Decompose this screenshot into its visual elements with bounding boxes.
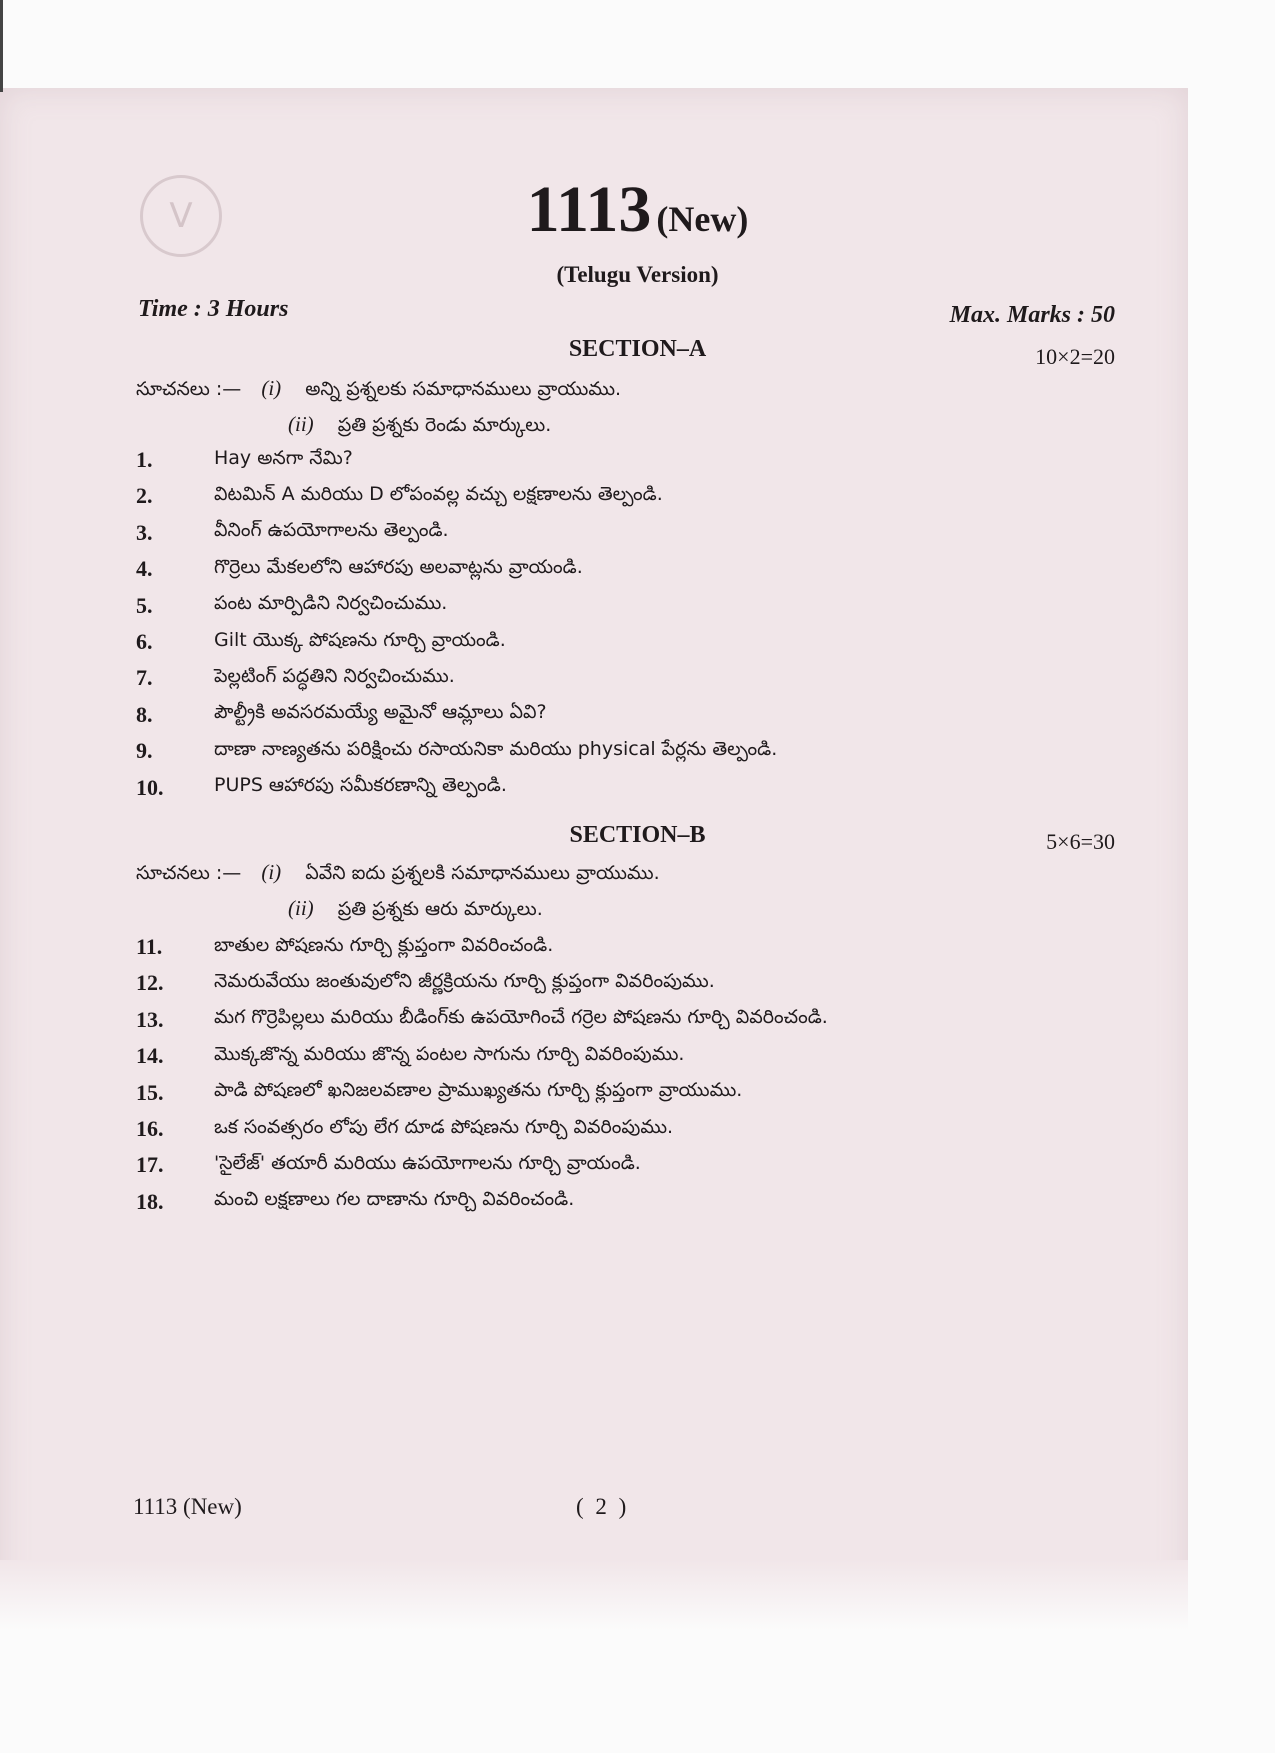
question-text: దాణా నాణ్యతను పరిక్షించు రసాయనికా మరియు physical పేర్లను తెల్పండి. — [214, 737, 778, 760]
question-text: 'సైలేజ్' తయారీ మరియు ఉపయోగాలను గూర్చి వ్రాయండి. — [214, 1151, 641, 1174]
question-number: 5. — [136, 592, 153, 618]
question-item — [136, 1076, 742, 1110]
instructions-label: సూచనలు :— — [136, 862, 242, 884]
question-number: 3. — [136, 519, 153, 545]
paper-code-title — [0, 172, 1275, 248]
question-text: పంట మార్పిడిని నిర్వచించుము. — [214, 592, 448, 615]
question-text: పాడి పోషణలో ఖనిజలవణాల ప్రాముఖ్యతను గూర్చి క్లుప్తంగా వ్రాయుము. — [214, 1079, 743, 1102]
question-number: 12. — [136, 970, 164, 996]
paper-bottom-fade — [0, 1560, 1188, 1630]
section-b-marks: 5×6=30 — [1046, 829, 1115, 854]
question-text: బాతుల పోషణను గూర్చి క్లుప్తంగా వివరించండి. — [214, 933, 554, 956]
question-text: నెమరువేయు జంతువులోని జీర్ణక్రియను గూర్చి క్లుప్తంగా వివరింపుము. — [214, 969, 715, 992]
paper-code-suffix: (New) — [656, 199, 749, 239]
scan-edge-line — [0, 0, 3, 92]
question-text: ఒక సంవత్సరం లోపు లేగ దూడ పోషణను గూర్చి వివరింపుము. — [214, 1115, 674, 1138]
page-number: ( 2 ) — [576, 1494, 630, 1519]
question-number: 10. — [136, 774, 164, 800]
question-text: మంచి లక్షణాలు గల దాణాను గూర్చి వివరించండి. — [214, 1188, 575, 1211]
question-number: 17. — [136, 1152, 164, 1178]
section-a-heading: SECTION–A — [568, 336, 707, 362]
paper-version: (Telugu Version) — [556, 262, 719, 287]
section-b-instruction-2 — [288, 896, 543, 925]
question-text: మగ గొర్రెపిల్లలు మరియు బీడింగ్‌కు ఉపయోగించే గర్రెల పోషణను గూర్చి వివరించండి. — [214, 1006, 828, 1029]
question-item — [136, 589, 447, 623]
question-text: విటమిన్ A మరియు D లోపంవల్ల వచ్చు లక్షణాలను తెల్పండి. — [214, 482, 663, 505]
instruction-text: అన్ని ప్రశ్నలకు సమాధానములు వ్రాయుము. — [305, 378, 622, 400]
question-item — [136, 734, 777, 768]
question-text: PUPS ఆహారపు సమీకరణాన్ని తెల్పండి. — [214, 774, 507, 797]
instruction-number: (i) — [261, 376, 282, 400]
question-text: పౌల్ట్రీకి అవసరమయ్యే అమైనో ఆమ్లాలు ఏవి? — [214, 701, 547, 724]
question-number: 15. — [136, 1079, 164, 1105]
question-item — [136, 930, 553, 964]
section-a-instruction-1 — [136, 376, 621, 405]
question-item — [136, 1148, 641, 1182]
question-item — [136, 443, 353, 477]
question-item — [136, 552, 583, 586]
section-b-heading: SECTION–B — [569, 822, 706, 848]
question-item — [136, 479, 663, 513]
footer-paper-code: 1113 (New) — [133, 1494, 242, 1519]
question-text: Hay అనగా నేమి? — [214, 446, 353, 469]
question-number: 6. — [136, 629, 153, 654]
question-text: వీనింగ్ ఉపయోగాలను తెల్పండి. — [214, 519, 449, 542]
instructions-label: సూచనలు :— — [136, 378, 242, 400]
question-item — [136, 625, 506, 659]
question-item — [136, 1003, 828, 1037]
question-text: గొర్రెలు మేకలలోని ఆహారపు అలవాట్లను వ్రాయండి. — [214, 555, 583, 578]
section-b-instruction-1 — [136, 860, 660, 889]
question-number: 9. — [136, 738, 153, 764]
paper-code: 1113 — [526, 173, 652, 246]
question-text: Gilt యొక్క పోషణను గూర్చి వ్రాయండి. — [214, 628, 506, 651]
section-a-marks: 10×2=20 — [1035, 344, 1115, 369]
question-number: 2. — [136, 483, 153, 509]
question-text: పెల్లటింగ్ పద్ధతిని నిర్వచించుము. — [214, 664, 455, 687]
question-item — [136, 698, 547, 732]
question-text: మొక్కజొన్న మరియు జొన్న పంటల సాగును గూర్చి వివరింపుము. — [214, 1042, 685, 1065]
question-item — [136, 966, 715, 1000]
instruction-text: ప్రతి ప్రశ్నకు ఆరు మార్కులు. — [337, 898, 543, 920]
question-number: 8. — [136, 701, 153, 727]
question-number: 7. — [136, 665, 153, 691]
question-item — [136, 1039, 684, 1073]
max-marks: Max. Marks : 50 — [949, 302, 1115, 328]
question-number: 13. — [136, 1006, 164, 1032]
question-item — [136, 516, 449, 550]
version-stamp-seal: V — [140, 175, 222, 257]
question-number: 1. — [136, 447, 153, 472]
question-number: 14. — [136, 1043, 164, 1069]
instruction-number: (i) — [261, 860, 282, 884]
question-number: 16. — [136, 1116, 164, 1141]
question-item — [136, 771, 507, 805]
instruction-number: (ii) — [288, 896, 314, 920]
question-item — [136, 1185, 574, 1219]
instruction-text: ప్రతి ప్రశ్నకు రెండు మార్కులు. — [337, 414, 552, 436]
question-number: 11. — [136, 934, 163, 959]
question-item — [136, 661, 455, 695]
instruction-number: (ii) — [288, 412, 314, 436]
question-number: 18. — [136, 1188, 164, 1214]
section-a-instruction-2 — [288, 412, 551, 441]
question-number: 4. — [136, 556, 153, 582]
question-item — [136, 1112, 673, 1146]
instruction-text: ఏవేని ఐదు ప్రశ్నలకి సమాధానములు వ్రాయుము. — [305, 862, 660, 884]
exam-duration: Time : 3 Hours — [138, 296, 289, 322]
